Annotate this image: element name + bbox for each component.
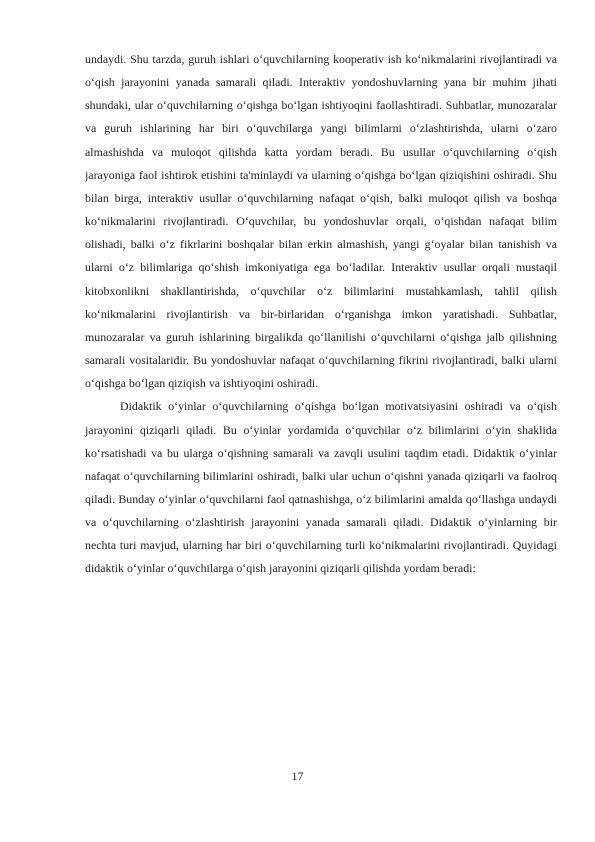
paragraph-continuation: undaydi. Shu tarzda, guruh ishlari o‘quvchilarning kooperativ ish ko‘nikmalarini rivojlantiradi va o‘qish jarayonini yanada samarali qiladi. Interaktiv yondoshuvlarning yana bir muhim jihati shundaki, ular o‘quvchilarning o‘qishga bo‘lgan ishtiyoqini faollashtiradi. Suhbatlar, munozaralar va guruh ishlarining har biri o‘quvchilarga yangi bilimlarni o‘zlashtirishda, ularni o‘zaro almashishda va muloqot qilishda katta yordam beradi. Bu usullar o‘quvchilarning o‘qish jarayoniga faol ishtirok etishini ta'minlaydi va ularning o‘qishga bo‘lgan qiziqishini oshiradi. Shu bilan birga, interaktiv usullar o‘quvchilarning nafaqat o‘qish, balki muloqot qilish va boshqa ko‘nikmalarini rivojlantiradi. O‘quvchilar, bu yondoshuvlar orqali, o‘qishdan nafaqat bilim olishadi, balki o‘z fikrlarini boshqalar bilan erkin almashish, yangi g‘oyalar bilan tanishish va ularni o‘z bilimlariga qo‘shish imkoniyatiga ega bo‘ladilar. Interaktiv usullar orqali mustaqil kitobxonlikni shakllantirishda, o‘quvchilar o‘z bilimlarini mustahkamlash, tahlil qilish ko‘nikmalarini rivojlantirish va bir-birlaridan o‘rganishga imkon yaratishadi. Suhbatlar, munozaralar va guruh ishlarining birgalikda qo‘llanilishi o‘quvchilarni o‘qishga jalb qilishning samarali vositalaridir. Bu yondoshuvlar nafaqat o‘quvchilarning fikrini rivojlantiradi, balki ularni o‘qishga bo‘lgan qiziqish va ishtiyoqini oshiradi. — [85, 52, 557, 391]
body-text — [85, 48, 557, 581]
paragraph-didactic-games: Didaktik o‘yinlar o‘quvchilarning o‘qishga bo‘lgan motivatsiyasini oshiradi va o‘qish jarayonini qiziqarli qiladi. Bu o‘yinlar yordamida o‘quvchilar o‘z bilimlarini o‘yin shaklida ko‘rsatishadi va bu ularga o‘qishning samarali va zavqli usulini taqdim etadi. Didaktik o‘yinlar nafaqat o‘quvchilarning bilimlarini oshiradi, balki ular uchun o‘qishni yanada qiziqarli va faolroq qiladi. Bunday o‘yinlar o‘quvchilarni faol qatnashishga, o‘z bilimlarini amalda qo‘llashga undaydi va o‘quvchilarning o‘zlashtirish jarayonini yanada samarali qiladi. Didaktik o‘yinlarning bir nechta turi mavjud, ularning har biri o‘quvchilarning turli ko‘nikmalarini rivojlantiradi. Quyidagi didaktik o‘yinlar o‘quvchilarga o‘qish jarayonini qiziqarli qilishda yordam beradi: — [85, 399, 557, 576]
page-number: 17 — [291, 769, 304, 783]
